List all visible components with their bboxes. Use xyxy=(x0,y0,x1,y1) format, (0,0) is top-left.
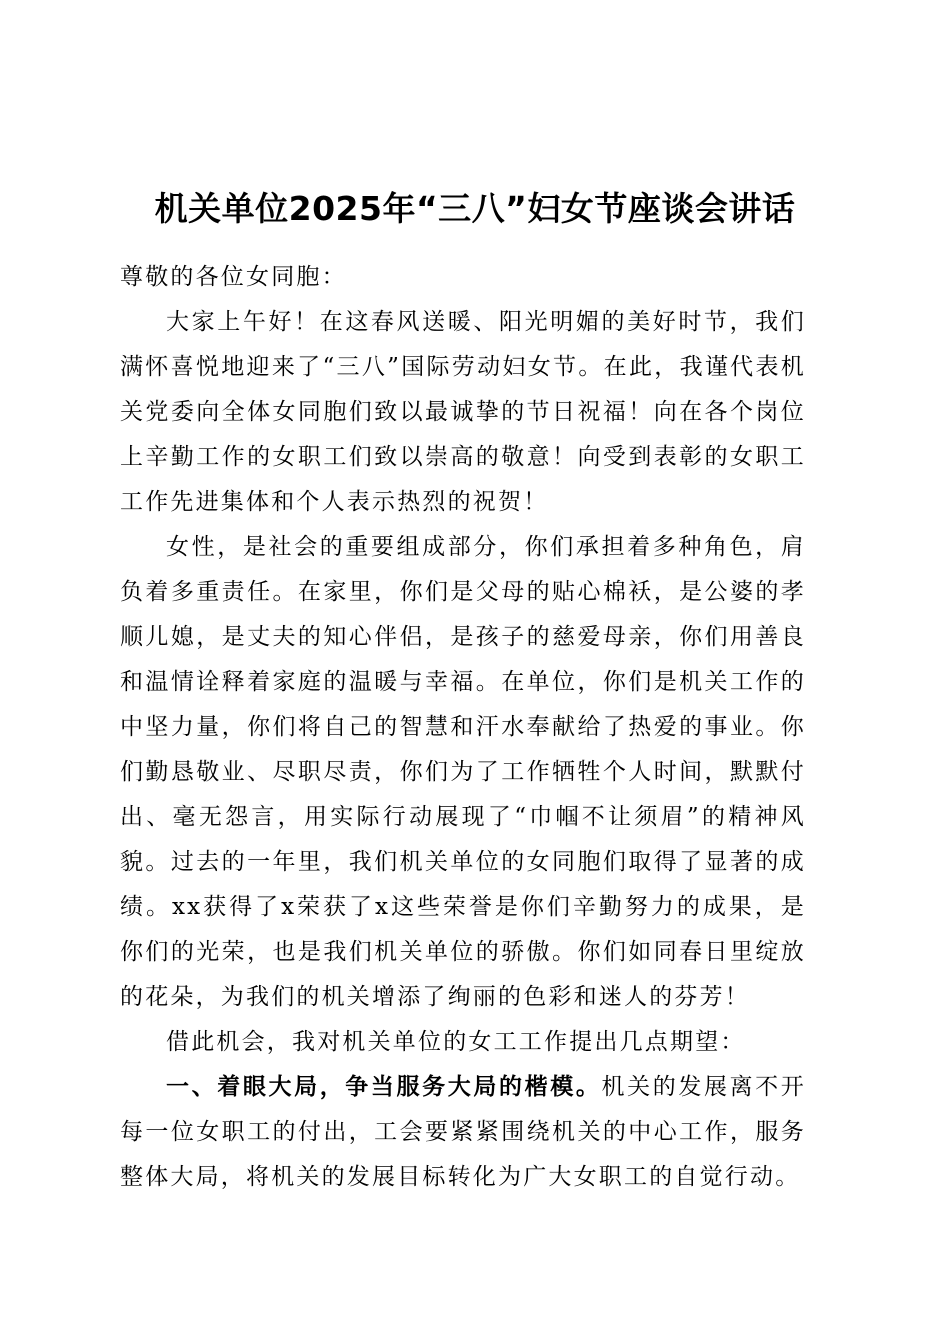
paragraph-opening xyxy=(120,300,806,525)
document-title: 机关单位2025年“三八”妇女节座谈会讲话 xyxy=(154,189,796,228)
paragraph-text: 女性，是社会的重要组成部分，你们承担着多种角色，肩负着多重责任。在家里，你们是父母的贴心棉袄，是公婆的孝顺儿媳，是丈夫的知心伴侣，是孩子的慈爱母亲，你们用善良和温情诠释着家庭的温暖与幸福。在单位，你们是机关工作的中坚力量，你们将自己的智慧和汗水奉献给了热爱的事业。你们勤恳敬业、尽职尽责，你们为了工作牺牲个人时间，默默付出、毫无怨言，用实际行动展现了“巾帼不让须眉”的精神风貌。过去的一年里，我们机关单位的女同胞们取得了显著的成绩。xx获得了x荣获了x这些荣誉是你们辛勤努力的成果，是你们的光荣，也是我们机关单位的骄傲。你们如同春日里绽放的花朵，为我们的机关增添了绚丽的色彩和迷人的芬芳！ xyxy=(120,534,806,1010)
document-body xyxy=(120,255,806,1200)
paragraph-expectations-intro xyxy=(120,1020,806,1065)
paragraph-text: 机关的发展离不开每一位女职工的付出，工会要紧紧围绕机关的中心工作，服务整体大局，将机关的发展目标转化为广大女职工的自觉行动。 xyxy=(120,1074,806,1190)
point-one-heading: 一、着眼大局，争当服务大局的楷模。 xyxy=(166,1074,602,1100)
paragraph-women-roles xyxy=(120,525,806,1020)
paragraph-text: 大家上午好！在这春风送暖、阳光明媚的美好时节，我们满怀喜悦地迎来了“三八”国际劳动妇女节。在此，我谨代表机关党委向全体女同胞们致以最诚挚的节日祝福！向在各个岗位上辛勤工作的女职工们致以崇高的敬意！向受到表彰的女职工工作先进集体和个人表示热烈的祝贺！ xyxy=(120,309,806,515)
greeting-line: 尊敬的各位女同胞： xyxy=(120,264,347,290)
paragraph-text: 借此机会，我对机关单位的女工工作提出几点期望： xyxy=(166,1029,746,1055)
paragraph-point-one xyxy=(120,1065,806,1200)
